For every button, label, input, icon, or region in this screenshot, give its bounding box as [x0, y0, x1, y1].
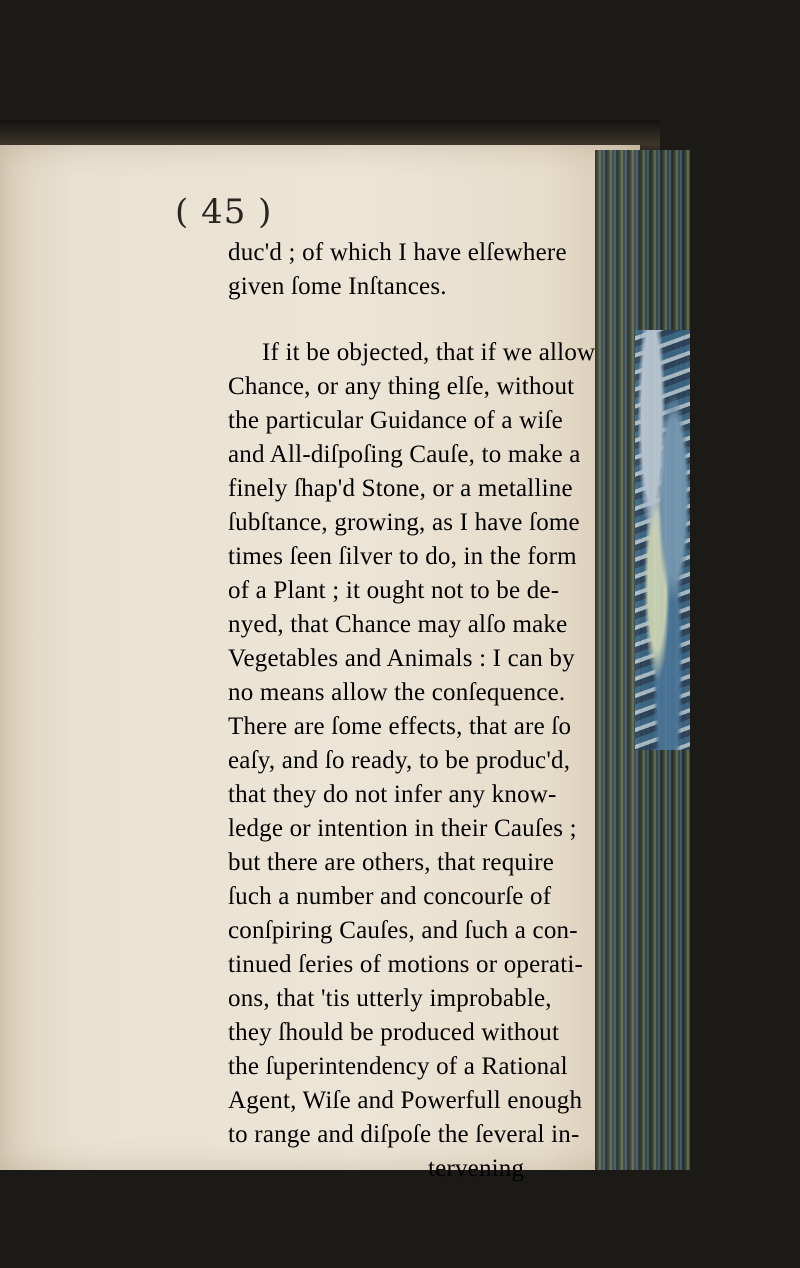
text-line: they ſhould be produced without [228, 1019, 560, 1046]
text-line: Chance, or any thing elſe, without [228, 373, 575, 400]
text-line: nyed, that Chance may alſo make [228, 611, 568, 638]
text-line: tinued ſeries of motions or operati- [228, 951, 584, 978]
catchword: tervening [428, 1155, 525, 1182]
text-line: ons, that 'tis utterly improbable, [228, 985, 552, 1012]
text-line: ſuch a number and concourſe of [228, 883, 552, 910]
text-line: eaſy, and ſo ready, to be produc'd, [228, 747, 571, 774]
text-line: ledge or intention in their Cauſes ; [228, 815, 577, 842]
text-line: to range and diſpoſe the ſeveral in- [228, 1121, 580, 1148]
text-line: If it be objected, that if we allow [262, 339, 596, 366]
text-line: finely ſhap'd Stone, or a metalline [228, 475, 573, 502]
text-line: that they do not infer any know- [228, 781, 557, 808]
text-line: ſubſtance, growing, as I have ſome [228, 509, 580, 536]
text-line: Agent, Wiſe and Powerfull enough [228, 1087, 583, 1114]
text-line: of a Plant ; it ought not to be de- [228, 577, 560, 604]
text-line: no means allow the conſequence. [228, 679, 566, 706]
marbled-page-edge [595, 150, 690, 1170]
text-line: Vegetables and Animals : I can by [228, 645, 575, 672]
page-number: ( 45 ) [175, 192, 273, 232]
text-line: the particular Guidance of a wiſe [228, 407, 563, 434]
text-line: but there are others, that require [228, 849, 555, 876]
text-line: and All-diſpoſing Cauſe, to make a [228, 441, 581, 468]
text-line: times ſeen ſilver to do, in the form [228, 543, 577, 570]
text-line: conſpiring Cauſes, and ſuch a con- [228, 917, 578, 944]
text-line: the ſuperintendency of a Rational [228, 1053, 568, 1080]
text-line: given ſome Inſtances. [228, 273, 447, 300]
text-line: There are ſome effects, that are ſo [228, 713, 572, 740]
text-line: duc'd ; of which I have elſewhere [228, 239, 567, 266]
